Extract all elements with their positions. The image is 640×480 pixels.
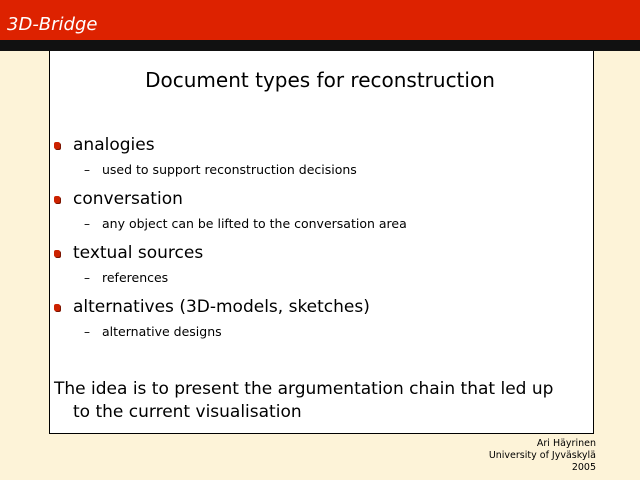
bullet-icon: [54, 250, 60, 257]
bullet-text: textual sources: [73, 243, 204, 263]
sub-bullet-text: references: [102, 270, 169, 285]
closing-line: The idea is to present the argumentation chain that led up: [54, 379, 554, 399]
bullet-item: [0, 295, 600, 319]
dash-icon: –: [84, 271, 90, 285]
sub-bullet-item: [0, 161, 600, 179]
dash-icon: –: [84, 325, 90, 339]
footer-institution: University of Jyväskylä: [488, 450, 596, 461]
presentation-title: 3D-Bridge: [7, 14, 98, 35]
dash-icon: –: [84, 217, 90, 231]
bullet-item: [0, 241, 600, 265]
slide-title: Document types for reconstruction: [145, 68, 495, 92]
closing-statement: [54, 378, 594, 424]
footer-credits: [489, 438, 596, 474]
sub-bullet-item: [0, 323, 600, 341]
bullet-item: [0, 187, 600, 211]
dash-icon: –: [84, 163, 90, 177]
bullet-icon: [54, 196, 60, 203]
bullet-text: conversation: [73, 189, 183, 209]
bullet-icon: [54, 142, 60, 149]
bullet-item: [0, 133, 600, 157]
bullet-text: alternatives (3D-models, sketches): [73, 297, 370, 317]
footer-year: 2005: [571, 462, 596, 473]
bullet-icon: [54, 304, 60, 311]
sub-bullet-text: used to support reconstruction decisions: [102, 162, 357, 177]
sub-bullet-text: any object can be lifted to the conversation area: [102, 216, 407, 231]
header-divider: [0, 40, 640, 51]
sub-bullet-text: alternative designs: [102, 324, 222, 339]
closing-line: to the current visualisation: [73, 402, 302, 422]
bullet-text: analogies: [73, 135, 155, 155]
sub-bullet-item: [0, 215, 600, 233]
footer-author: Ari Häyrinen: [536, 438, 596, 449]
sub-bullet-item: [0, 269, 600, 287]
